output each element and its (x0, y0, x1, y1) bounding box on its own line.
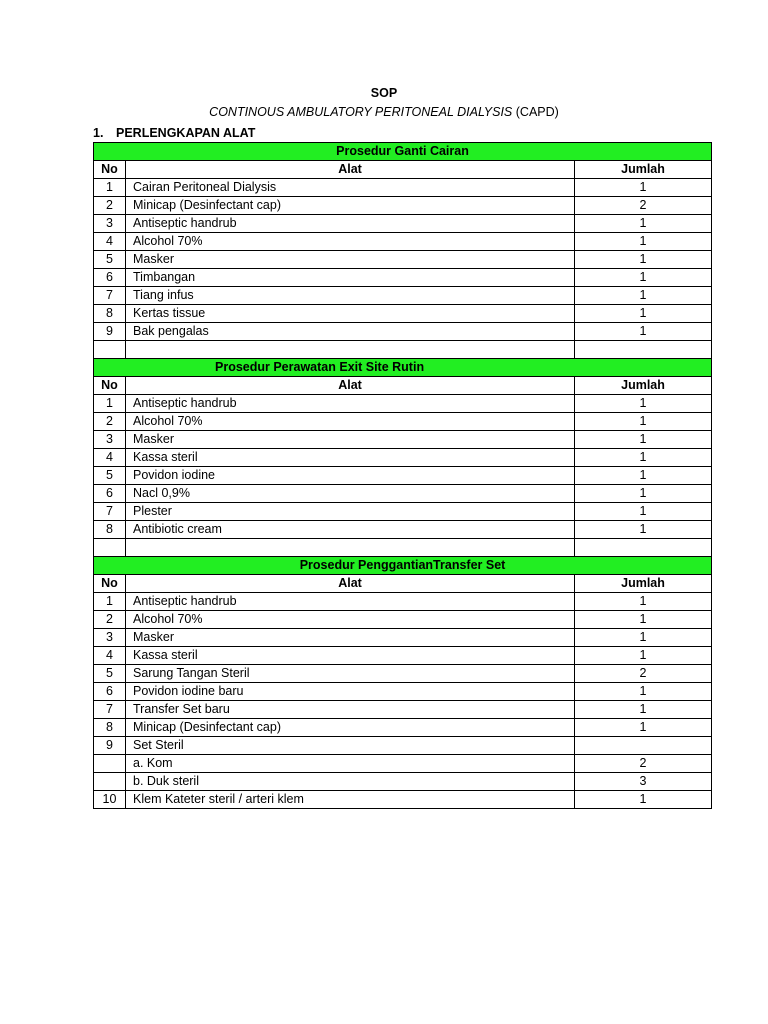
row-jumlah: 1 (575, 287, 712, 305)
row-jumlah: 1 (575, 647, 712, 665)
row-alat: Set Steril (126, 737, 575, 755)
row-jumlah: 1 (575, 449, 712, 467)
table-row (94, 593, 712, 611)
table-row (94, 629, 712, 647)
row-number: 7 (94, 287, 126, 305)
row-alat: Plester (126, 503, 575, 521)
column-header-jumlah: Jumlah (575, 575, 712, 593)
row-alat: Nacl 0,9% (126, 485, 575, 503)
row-jumlah: 1 (575, 521, 712, 539)
row-alat: Masker (126, 251, 575, 269)
row-alat: Masker (126, 629, 575, 647)
procedure-heading-row (94, 359, 712, 377)
row-alat (126, 341, 575, 359)
table-row (94, 719, 712, 737)
row-alat: Klem Kateter steril / arteri klem (126, 791, 575, 809)
column-header-no: No (94, 377, 126, 395)
row-number (94, 773, 126, 791)
row-number: 7 (94, 503, 126, 521)
column-header-alat: Alat (126, 575, 575, 593)
table-row (94, 611, 712, 629)
row-alat: Bak pengalas (126, 323, 575, 341)
table-row (94, 701, 712, 719)
column-header-no: No (94, 161, 126, 179)
row-alat: Cairan Peritoneal Dialysis (126, 179, 575, 197)
column-header-alat: Alat (126, 161, 575, 179)
equipment-table (93, 142, 712, 809)
row-number: 4 (94, 647, 126, 665)
table-row (94, 413, 712, 431)
subtitle-plain: (CAPD) (512, 105, 559, 119)
row-number: 5 (94, 467, 126, 485)
table-row (94, 251, 712, 269)
row-number: 6 (94, 683, 126, 701)
row-alat: Antiseptic handrub (126, 593, 575, 611)
subtitle-italic: CONTINOUS AMBULATORY PERITONEAL DIALYSIS (209, 105, 513, 119)
row-number (94, 341, 126, 359)
column-header-row (94, 377, 712, 395)
row-alat: Transfer Set baru (126, 701, 575, 719)
column-header-jumlah: Jumlah (575, 161, 712, 179)
table-row (94, 521, 712, 539)
row-number: 2 (94, 611, 126, 629)
table-row (94, 755, 712, 773)
table-row (94, 647, 712, 665)
row-jumlah: 2 (575, 197, 712, 215)
row-number: 8 (94, 719, 126, 737)
table-row (94, 341, 712, 359)
table-row (94, 197, 712, 215)
table-row (94, 737, 712, 755)
row-jumlah (575, 539, 712, 557)
row-jumlah: 1 (575, 791, 712, 809)
row-alat: Alcohol 70% (126, 233, 575, 251)
row-jumlah: 1 (575, 431, 712, 449)
row-number: 2 (94, 197, 126, 215)
row-jumlah (575, 737, 712, 755)
row-jumlah: 2 (575, 755, 712, 773)
table-row (94, 791, 712, 809)
row-number: 1 (94, 395, 126, 413)
row-alat: Masker (126, 431, 575, 449)
row-alat: Sarung Tangan Steril (126, 665, 575, 683)
table-row (94, 665, 712, 683)
table-row (94, 503, 712, 521)
row-number: 6 (94, 269, 126, 287)
row-number: 4 (94, 449, 126, 467)
row-jumlah: 1 (575, 251, 712, 269)
row-alat: Antiseptic handrub (126, 215, 575, 233)
row-jumlah: 1 (575, 719, 712, 737)
table-row (94, 323, 712, 341)
table-row (94, 233, 712, 251)
section-title: PERLENGKAPAN ALAT (116, 126, 256, 140)
row-number: 3 (94, 431, 126, 449)
row-number: 6 (94, 485, 126, 503)
row-number: 8 (94, 521, 126, 539)
procedure-heading: Prosedur Perawatan Exit Site Rutin (94, 359, 712, 377)
row-jumlah: 1 (575, 233, 712, 251)
row-number (94, 539, 126, 557)
row-jumlah: 1 (575, 611, 712, 629)
row-number: 2 (94, 413, 126, 431)
row-jumlah: 1 (575, 485, 712, 503)
table-row (94, 269, 712, 287)
row-alat: Kassa steril (126, 647, 575, 665)
doc-title: SOP (370, 86, 398, 100)
row-jumlah: 1 (575, 701, 712, 719)
row-alat: a. Kom (126, 755, 575, 773)
row-number: 1 (94, 593, 126, 611)
column-header-alat: Alat (126, 377, 575, 395)
row-alat: Antiseptic handrub (126, 395, 575, 413)
row-number: 1 (94, 179, 126, 197)
row-alat: b. Duk steril (126, 773, 575, 791)
row-number: 4 (94, 233, 126, 251)
procedure-heading-row (94, 143, 712, 161)
row-jumlah: 1 (575, 629, 712, 647)
section-heading (93, 126, 255, 140)
row-jumlah: 1 (575, 179, 712, 197)
row-alat: Minicap (Desinfectant cap) (126, 197, 575, 215)
row-jumlah: 1 (575, 593, 712, 611)
row-jumlah: 2 (575, 665, 712, 683)
table-row (94, 287, 712, 305)
procedure-heading: Prosedur PenggantianTransfer Set (94, 557, 712, 575)
row-number (94, 755, 126, 773)
table-row (94, 683, 712, 701)
row-jumlah: 1 (575, 215, 712, 233)
row-jumlah (575, 341, 712, 359)
row-alat: Timbangan (126, 269, 575, 287)
table-row (94, 467, 712, 485)
row-alat: Povidon iodine (126, 467, 575, 485)
column-header-jumlah: Jumlah (575, 377, 712, 395)
row-jumlah: 1 (575, 269, 712, 287)
table-row (94, 449, 712, 467)
table-row (94, 431, 712, 449)
row-alat: Alcohol 70% (126, 611, 575, 629)
procedure-heading: Prosedur Ganti Cairan (94, 143, 712, 161)
row-jumlah: 1 (575, 305, 712, 323)
row-jumlah: 1 (575, 467, 712, 485)
row-number: 3 (94, 215, 126, 233)
table-row (94, 539, 712, 557)
row-number: 10 (94, 791, 126, 809)
row-alat: Tiang infus (126, 287, 575, 305)
row-number: 8 (94, 305, 126, 323)
row-number: 9 (94, 323, 126, 341)
row-alat: Kertas tissue (126, 305, 575, 323)
column-header-row (94, 575, 712, 593)
row-alat: Minicap (Desinfectant cap) (126, 719, 575, 737)
column-header-row (94, 161, 712, 179)
table-row (94, 179, 712, 197)
row-number: 5 (94, 665, 126, 683)
row-alat: Alcohol 70% (126, 413, 575, 431)
table-row (94, 395, 712, 413)
table-row (94, 305, 712, 323)
row-jumlah: 1 (575, 683, 712, 701)
doc-subtitle (0, 105, 768, 119)
table-row (94, 485, 712, 503)
row-jumlah: 1 (575, 395, 712, 413)
row-jumlah: 1 (575, 323, 712, 341)
row-number: 3 (94, 629, 126, 647)
table-row (94, 773, 712, 791)
row-jumlah: 3 (575, 773, 712, 791)
row-alat: Antibiotic cream (126, 521, 575, 539)
row-number: 5 (94, 251, 126, 269)
row-number: 9 (94, 737, 126, 755)
row-jumlah: 1 (575, 503, 712, 521)
row-jumlah: 1 (575, 413, 712, 431)
row-number: 7 (94, 701, 126, 719)
section-number: 1. (93, 126, 104, 140)
row-alat: Povidon iodine baru (126, 683, 575, 701)
row-alat: Kassa steril (126, 449, 575, 467)
column-header-no: No (94, 575, 126, 593)
table-row (94, 215, 712, 233)
procedure-heading-row (94, 557, 712, 575)
row-alat (126, 539, 575, 557)
